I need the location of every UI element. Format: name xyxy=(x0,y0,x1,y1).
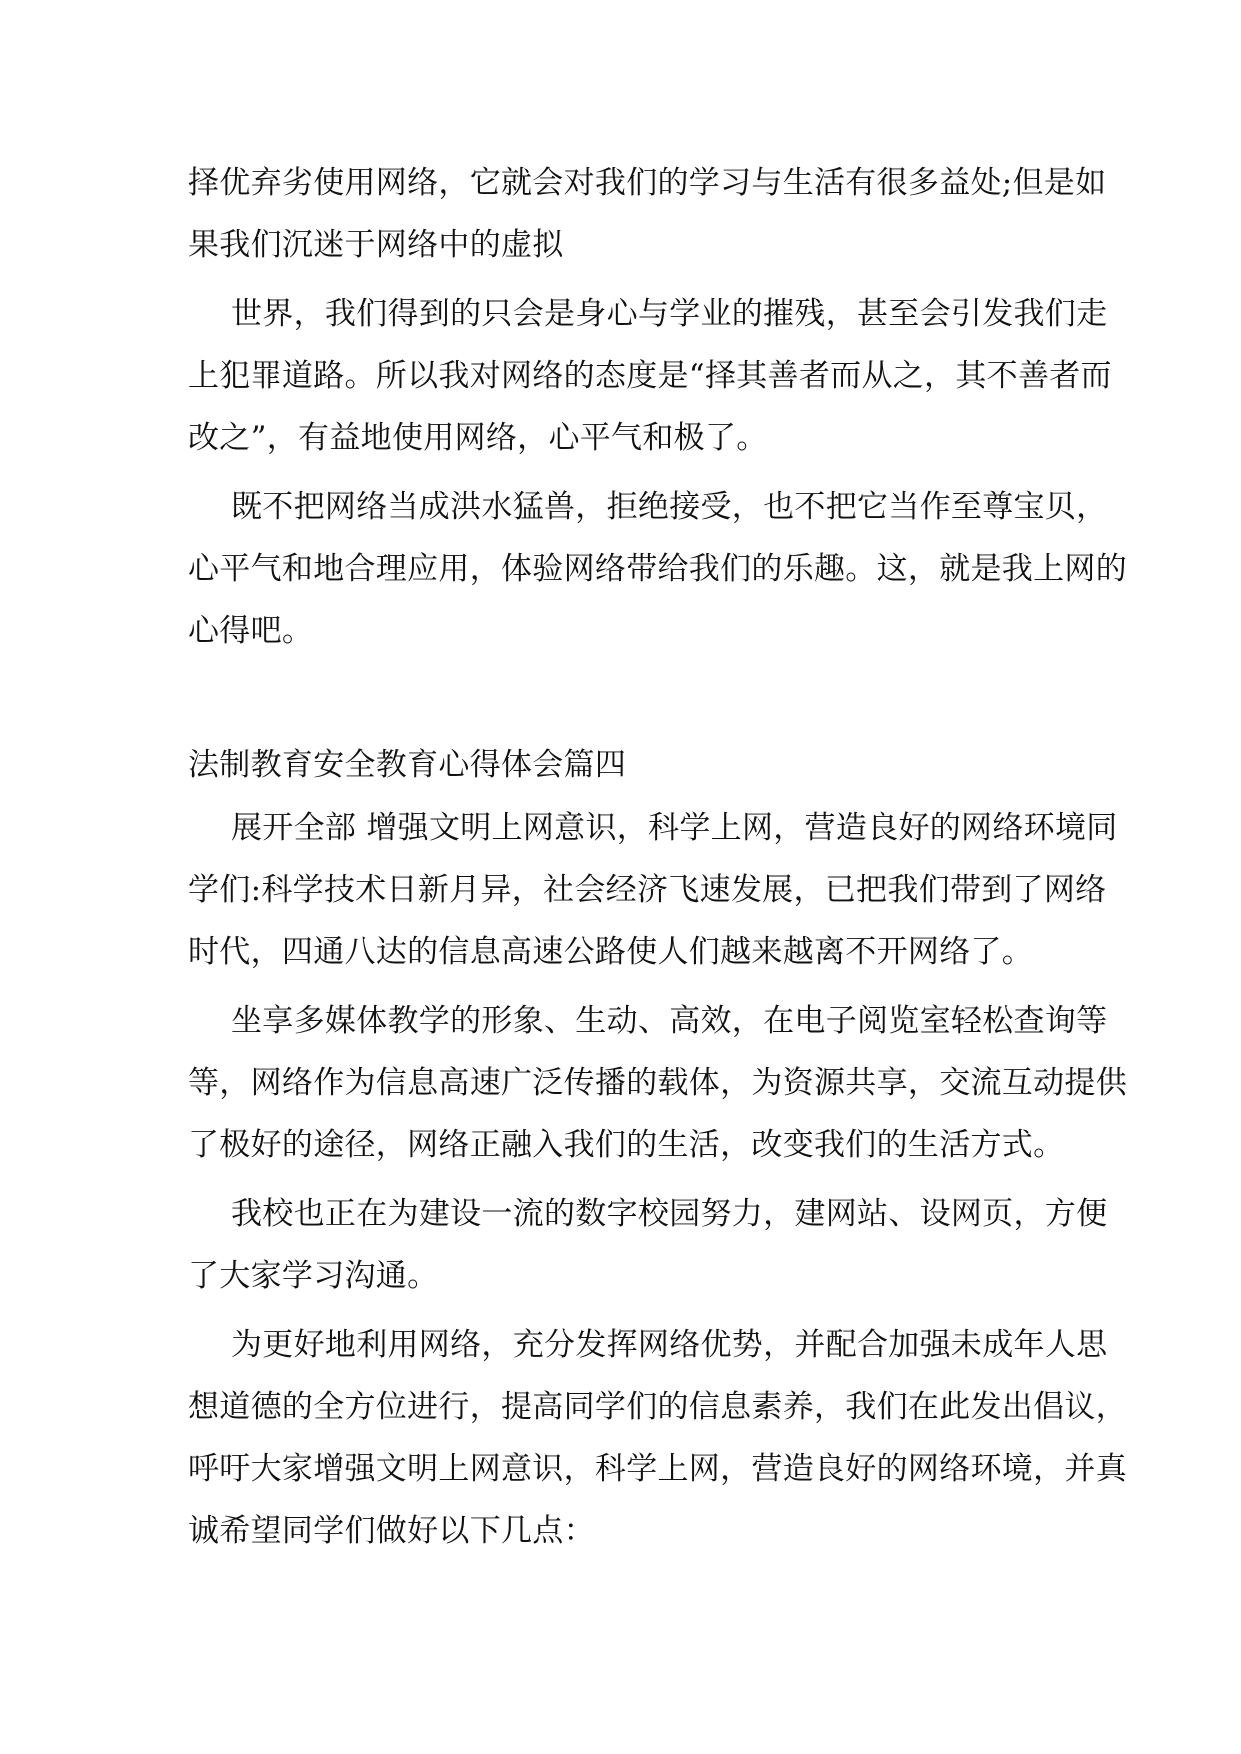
text-line: 改之”，有益地使用网络，心平气和极了。 xyxy=(188,420,768,456)
text-line: 诚希望同学们做好以下几点： xyxy=(188,1513,595,1549)
text-line: 我校也正在为建设一流的数字校园努力，建网站、设网页，方便 xyxy=(231,1196,1108,1232)
text-line: 等，网络作为信息高速广泛传播的载体，为资源共享，交流互动提供 xyxy=(188,1065,1127,1101)
text-line: 坐享多媒体教学的形象、生动、高效，在电子阅览室轻松查询等 xyxy=(231,1003,1108,1039)
text-line: 时代，四通八达的信息高速公路使人们越来越离不开网络了。 xyxy=(188,934,1034,970)
text-line: 想道德的全方位进行，提高同学们的信息素养，我们在此发出倡议， xyxy=(188,1389,1127,1425)
text-line: 世界，我们得到的只会是身心与学业的摧残，甚至会引发我们走 xyxy=(231,296,1108,332)
text-line: 择优弃劣使用网络，它就会对我们的学习与生活有很多益处;但是如 xyxy=(188,165,1107,201)
section-heading: 法制教育安全教育心得体会篇四 xyxy=(188,747,627,783)
text-line: 心平气和地合理应用，体验网络带给我们的乐趣。这，就是我上网的 xyxy=(188,551,1127,587)
text-line: 心得吧。 xyxy=(188,613,314,649)
text-line: 学们:科学技术日新月异，社会经济飞速发展，已把我们带到了网络 xyxy=(188,872,1107,908)
text-line: 既不把网络当成洪水猛兽，拒绝接受，也不把它当作至尊宝贝， xyxy=(231,489,1108,525)
text-line: 了大家学习沟通。 xyxy=(188,1258,439,1294)
text-line: 上犯罪道路。所以我对网络的态度是“择其善者而从之，其不善者而 xyxy=(188,358,1112,394)
text-line: 果我们沉迷于网络中的虚拟 xyxy=(188,227,564,263)
text-line: 呼吁大家增强文明上网意识，科学上网，营造良好的网络环境，并真 xyxy=(188,1451,1127,1487)
text-line: 了极好的途径，网络正融入我们的生活，改变我们的生活方式。 xyxy=(188,1127,1065,1163)
text-line: 为更好地利用网络，充分发挥网络优势，并配合加强未成年人思 xyxy=(231,1327,1108,1363)
text-line: 展开全部 增强文明上网意识，科学上网，营造良好的网络环境同 xyxy=(231,810,1118,846)
